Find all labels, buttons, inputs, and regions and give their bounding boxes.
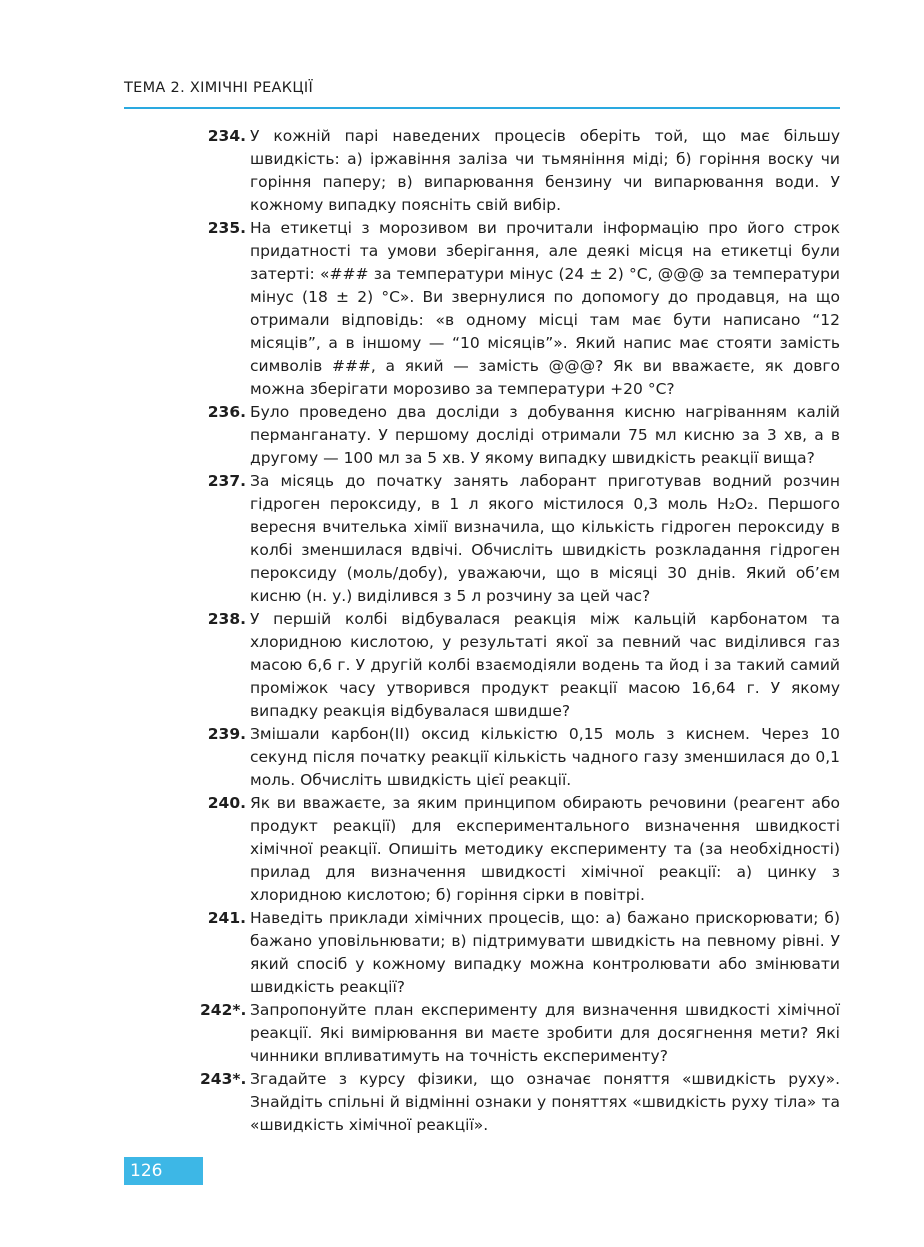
page-number: 126 xyxy=(124,1157,203,1185)
problem-text: Як ви вважаєте, за яким принципом обирають речовини (реагент або продукт реакції) для експериментального визначення швидкості хімічної реакції. Опишіть методику експерименту та (за необхідності) прилад для визначення швидкості хімічної реакції: а) цинку з хлоридною кислотою; б) горіння сірки в повітрі. xyxy=(250,794,840,904)
problem-number: 236. xyxy=(207,403,246,421)
problem-number: 239. xyxy=(207,725,246,743)
problem-237 xyxy=(200,470,840,608)
problem-238 xyxy=(200,608,840,723)
problem-235 xyxy=(200,217,840,401)
problem-text: Було проведено два досліди з добування кисню нагріванням калій перманганату. У першому досліді отримали 75 мл кисню за 3 хв, а в другому — 100 мл за 5 хв. У якому випадку швидкість реакції вища? xyxy=(250,403,840,467)
problem-text: Наведіть приклади хімічних процесів, що: а) бажано прискорювати; б) бажано уповільнювати; в) підтримувати швидкість на певному рівні. У який спосіб у кожному випадку можна контролювати або змінювати швидкість реакції? xyxy=(250,909,840,996)
problem-number: 237. xyxy=(207,472,246,490)
problem-number: 238. xyxy=(207,610,246,628)
problem-text: На етикетці з морозивом ви прочитали інформацію про його строк придатності та умови зберігання, але деякі місця на етикетці були затерті: «### за температури мінус (24 ± 2) °С, @@@ за температури мінус (18 ± 2) °С». Ви звернулися по допомогу до продавця, на що отримали відповідь: «в одному місці там має бути написано “12 місяців”, а в іншому — “10 місяців”». Який напис має стояти замість символів ###, а який — замість @@@? Як ви вважаєте, як довго можна зберігати морозиво за температури +20 °С? xyxy=(250,219,840,398)
problem-text: У кожній парі наведених процесів оберіть той, що має більшу швидкість: а) іржавіння заліза чи тьмяніння міді; б) горіння воску чи горіння паперу; в) випарювання бензину чи випарювання води. У кожному випадку поясніть свій вибір. xyxy=(250,127,840,214)
problem-text: Згадайте з курсу фізики, що означає поняття «швидкість руху». Знайдіть спільні й відмінні ознаки у поняттях «швидкість руху тіла» та «швидкість хімічної реакції». xyxy=(250,1070,840,1134)
problem-number: 242*. xyxy=(200,1001,247,1019)
problem-241 xyxy=(200,907,840,999)
problem-text: Змішали карбон(ІІ) оксид кількістю 0,15 моль з киснем. Через 10 секунд після початку реакції кількість чадного газу зменшилася до 0,1 моль. Обчисліть швидкість цієї реакції. xyxy=(250,725,840,789)
problem-text: За місяць до початку занять лаборант приготував водний розчин гідроген пероксиду, в 1 л якого містилося 0,3 моль H₂O₂. Першого вересня вчителька хімії визначила, що кількість гідроген пероксиду в колбі зменшилася вдвічі. Обчисліть швидкість розкладання гідроген пероксиду (моль/добу), уважаючи, що в місяці 30 днів. Який об’єм кисню (н. у.) виділився з 5 л розчину за цей час? xyxy=(250,472,840,605)
problem-number: 235. xyxy=(207,219,246,237)
problem-list xyxy=(200,125,840,1137)
problem-number: 241. xyxy=(207,909,246,927)
problem-240 xyxy=(200,792,840,907)
chapter-title: ТЕМА 2. ХІМІЧНІ РЕАКЦІЇ xyxy=(124,80,314,96)
problem-number: 234. xyxy=(207,127,246,145)
problem-number: 240. xyxy=(207,794,246,812)
problem-text: У першій колбі відбувалася реакція між кальцій карбонатом та хлоридною кислотою, у результаті якої за певний час виділився газ масою 6,6 г. У другій колбі взаємодіяли водень та йод і за такий самий проміжок часу утворився продукт реакції масою 16,64 г. У якому випадку реакція відбувалася швидше? xyxy=(250,610,840,720)
problem-234 xyxy=(200,125,840,217)
page-header xyxy=(124,79,840,109)
problem-243 xyxy=(200,1068,840,1137)
problem-242 xyxy=(200,999,840,1068)
problem-number: 243*. xyxy=(200,1070,247,1088)
problem-text: Запропонуйте план експерименту для визначення швидкості хімічної реакції. Які вимірювання ви маєте зробити для досягнення мети? Які чинники впливатимуть на точність експерименту? xyxy=(250,1001,840,1065)
problem-236 xyxy=(200,401,840,470)
problem-239 xyxy=(200,723,840,792)
